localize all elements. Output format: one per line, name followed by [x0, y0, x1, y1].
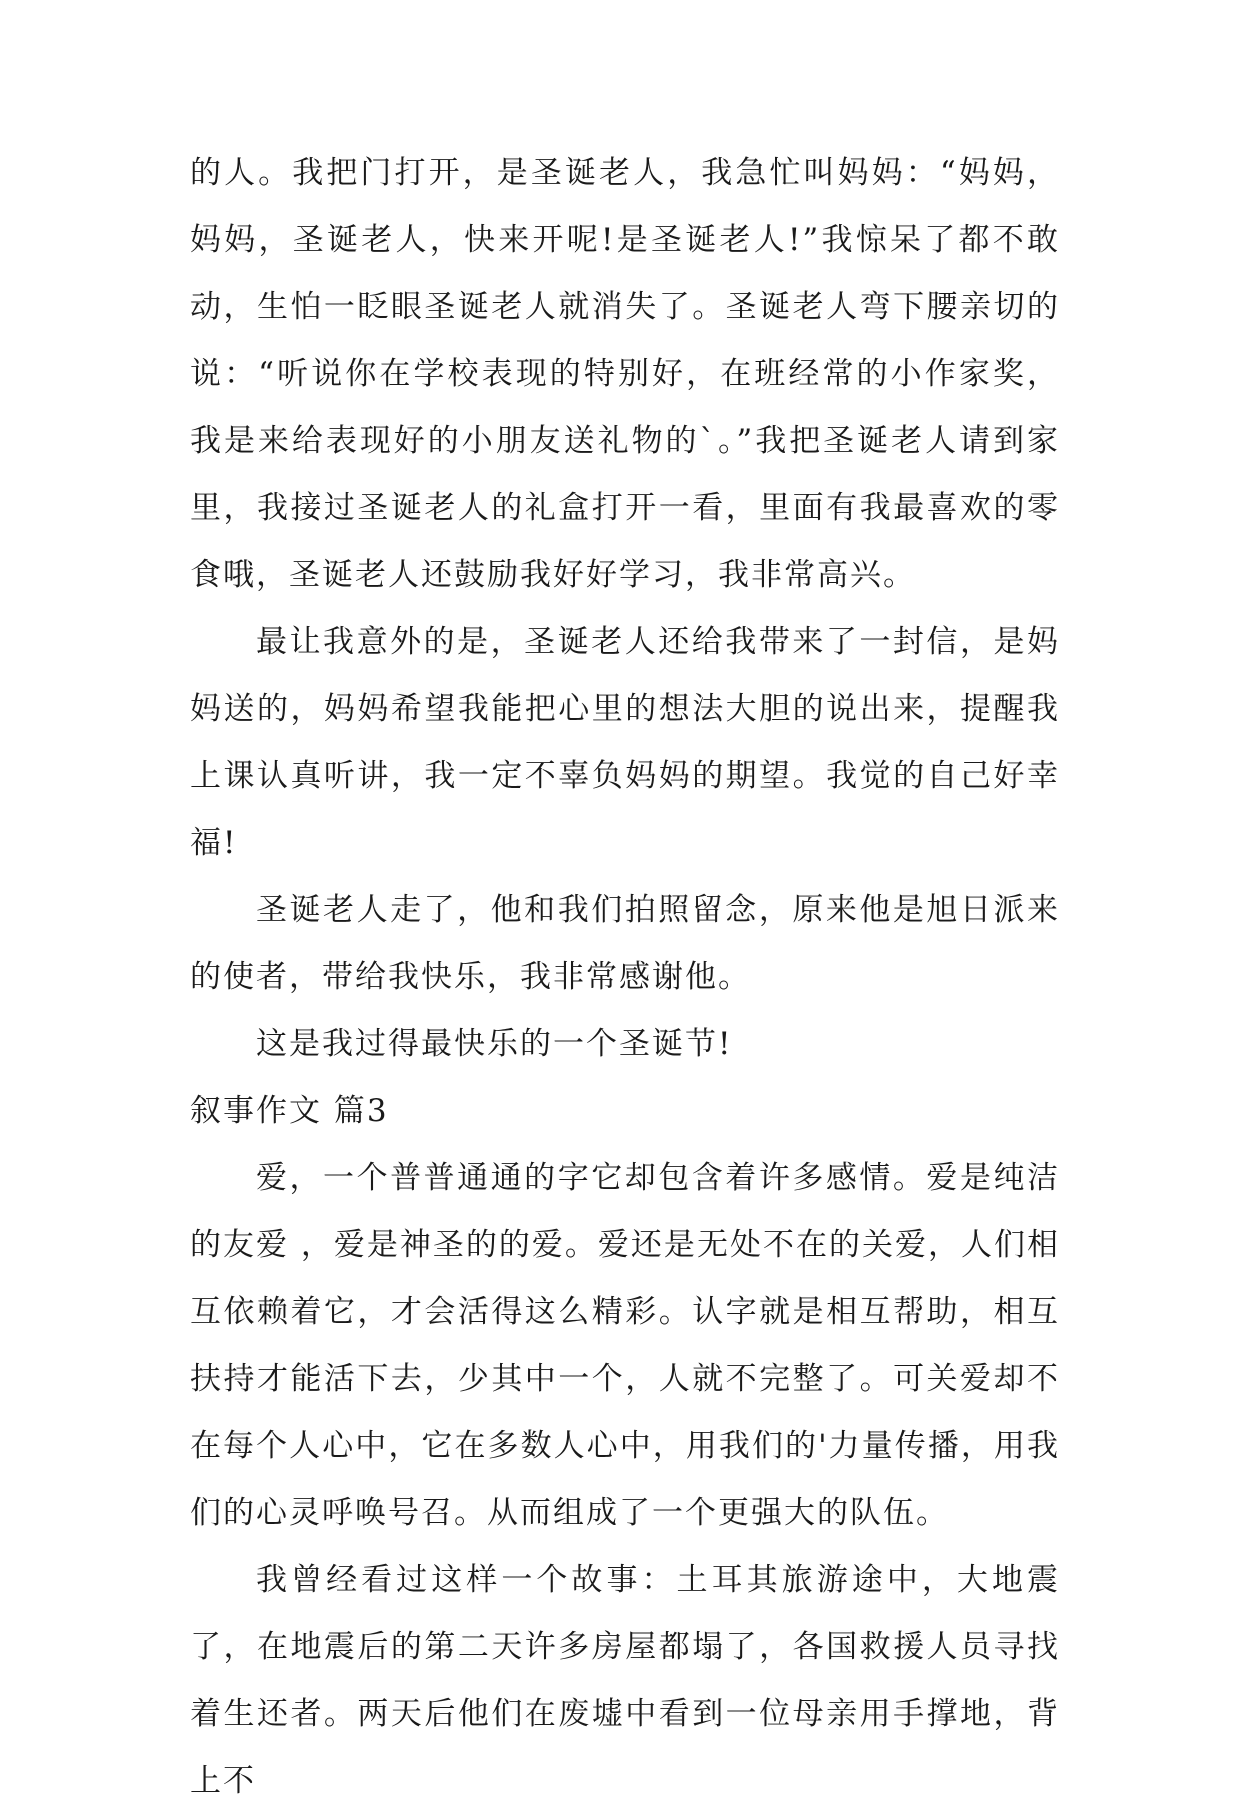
- paragraph-love: 爱，一个普普通通的字它却包含着许多感情。爱是纯洁的友爱 ，爱是神圣的的爱。爱还是无处不在的关爱，人们相互依赖着它，才会活得这么精彩。认字就是相互帮助，相互扶持才能活下去，少其中一个，人就不完整了。可关爱却不在每个人心中，它在多数人心中，用我们的'力量传播，用我们的心灵呼唤号召。从而组成了一个更强大的队伍。: [190, 1160, 1060, 1531]
- section-heading: 叙事作文 篇3: [190, 1093, 389, 1129]
- paragraph-santa-leaves: 圣诞老人走了，他和我们拍照留念，原来他是旭日派来的使者，带给我快乐，我非常感谢他。: [190, 892, 1060, 995]
- document-body: [190, 140, 1060, 1815]
- paragraph-story: 我曾经看过这样一个故事：土耳其旅游途中，大地震了，在地震后的第二天许多房屋都塌了，各国救援人员寻找着生还者。两天后他们在废墟中看到一位母亲用手撑地，背上不: [190, 1562, 1060, 1799]
- paragraph-letter: 最让我意外的是，圣诞老人还给我带来了一封信，是妈妈送的，妈妈希望我能把心里的想法大胆的说出来，提醒我上课认真听讲，我一定不辜负妈妈的期望。我觉的自己好幸福!: [190, 624, 1060, 861]
- paragraph-continued: 的人。我把门打开，是圣诞老人，我急忙叫妈妈：“妈妈，妈妈，圣诞老人，快来开呢!是圣诞老人!”我惊呆了都不敢动，生怕一眨眼圣诞老人就消失了。圣诞老人弯下腰亲切的说：“听说你在学校表现的特别好，在班经常的小作家奖，我是来给表现好的小朋友送礼物的`。”我把圣诞老人请到家里，我接过圣诞老人的礼盒打开一看，里面有我最喜欢的零食哦，圣诞老人还鼓励我好好学习，我非常高兴。: [190, 155, 1060, 593]
- paragraph-happiest-christmas: 这是我过得最快乐的一个圣诞节!: [256, 1026, 733, 1062]
